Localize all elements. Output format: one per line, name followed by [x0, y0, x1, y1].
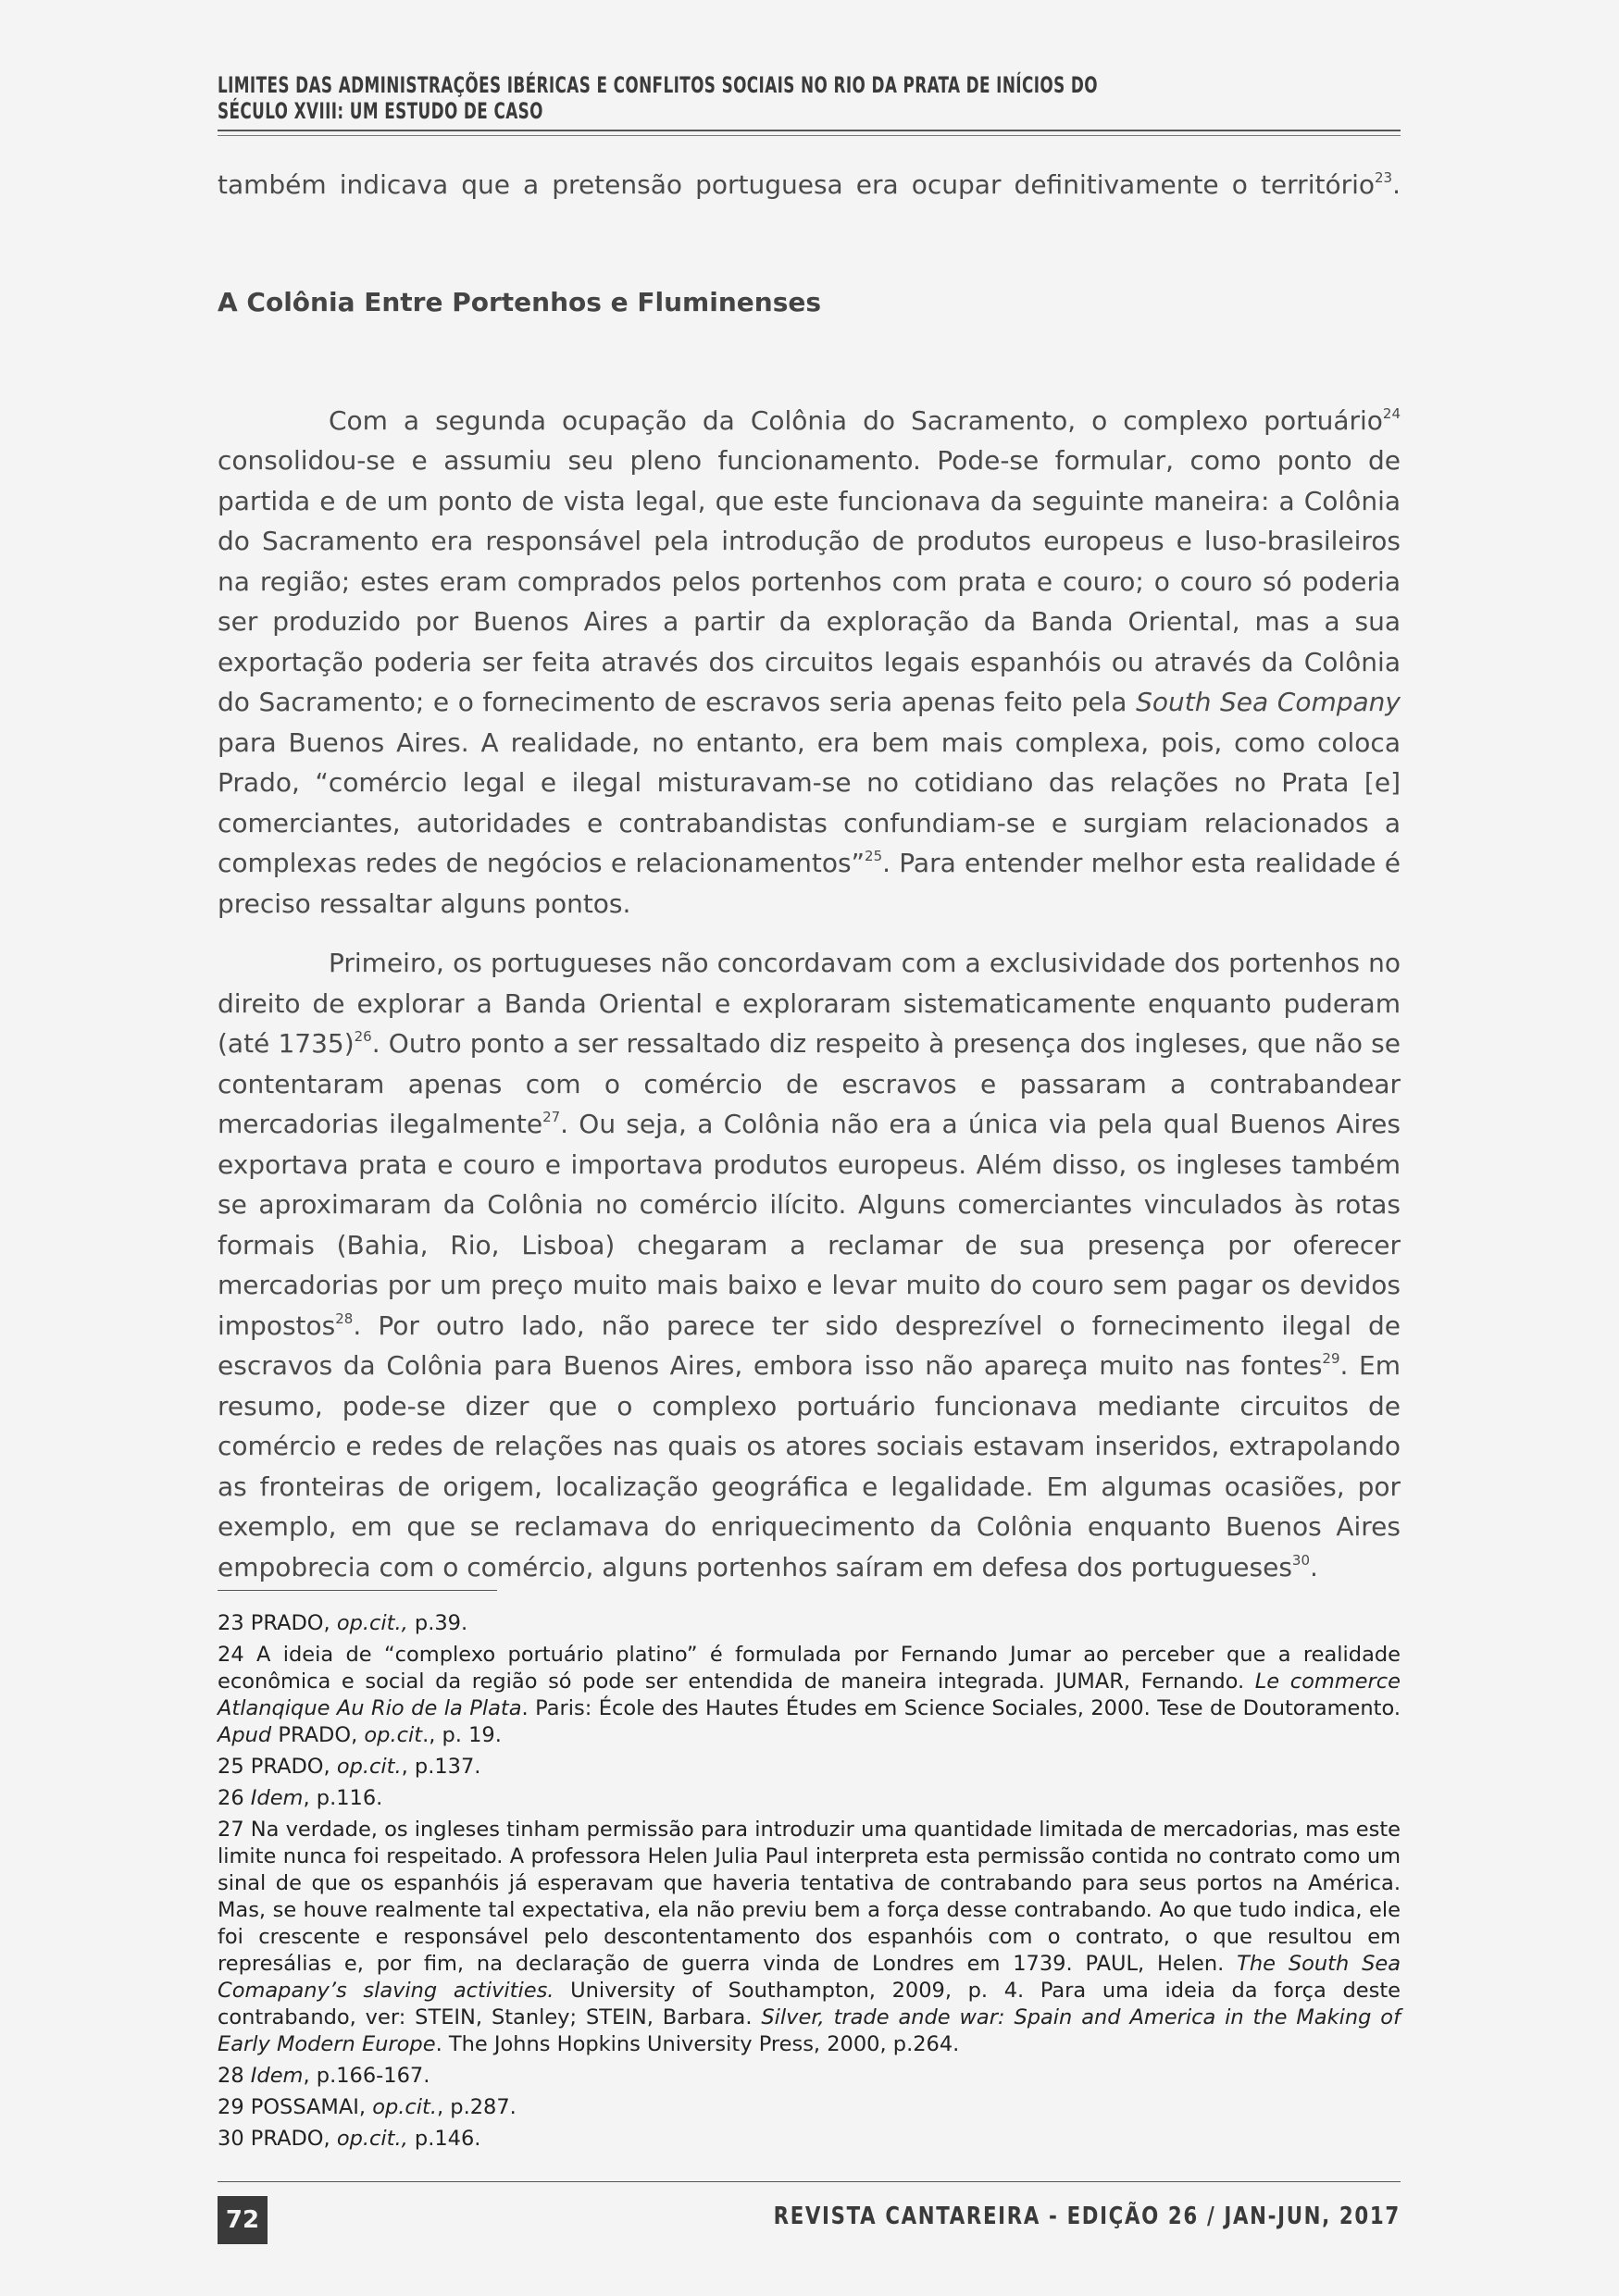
- footnote-ref-27[interactable]: 27: [542, 1109, 561, 1125]
- footnote-24: 24 A ideia de “complexo portuário platino” é formulada por Fernando Jumar ao perceber que a realidade econômica e social da região só pode ser entendida de maneira integrada. JUMAR, Fernando. Le commerce Atlanqique Au Rio de la Plata. Paris: École des Hautes Études em Science Sociales, 2000. Tese de Doutoramento. Apud PRADO, op.cit., p. 19.: [218, 1643, 1401, 1747]
- footnote-ref-24[interactable]: 24: [1382, 404, 1401, 422]
- main-text: [218, 165, 1401, 1587]
- body-paragraph-2: Primeiro, os portugueses não concordavam com a exclusividade dos portenhos no direito de explorar a Banda Oriental e exploraram sistematicamente enquanto puderam (até 1735)$^{26}$. Outro ponto a ser ressaltado diz respeito à presença dos ingleses, que não se contentaram apenas com o comércio de escravos e passaram a contrabandear mercadorias ilegalmente$^{27}$. Ou seja, a Colônia não era a única via pela qual Buenos Aires exportava prata e couro e importava produtos europeus. Além disso, os ingleses também se aproximaram da Colônia no comércio ilícito. Alguns comerciantes vinculados às rotas formais (Bahia, Rio, Lisboa) chegaram a reclamar de sua presença por oferecer mercadorias por um preço muito mais baixo e levar muito do couro sem pagar os devidos impostos$^{28}$. Por outro lado, não parece ter sido desprezível o fornecimento ilegal de escravos da Colônia para Buenos Aires, embora isso não apareça muito nas fontes$^{29}$. Em resumo, pode-se dizer que o complexo portuário funcionava mediante circuitos de comércio e redes de relações nas quais os atores sociais estavam inseridos, extrapolando as fronteiras de origem, localização geográfica e legalidade. Em algumas ocasiões, por exemplo, em que se reclamava do enriquecimento da Colônia enquanto Buenos Aires empobrecia com o comércio, alguns portenhos saíram em defesa dos portugueses$^{30}$.: [218, 948, 1401, 1582]
- running-header-line-2: SÉCULO XVIII: UM ESTUDO DE CASO: [218, 98, 543, 124]
- footnote-ref-29[interactable]: 29: [1322, 1350, 1340, 1367]
- footnote-26: 26 Idem, p.116.: [218, 1786, 383, 1810]
- intro-paragraph: também indicava que a pretensão portuguesa era ocupar definitivamente o território$^{23}$.: [218, 169, 1401, 200]
- footnote-ref-30[interactable]: 30: [1291, 1551, 1310, 1569]
- footnote-ref-28[interactable]: 28: [335, 1309, 354, 1327]
- running-header: [218, 72, 1401, 124]
- header-rule: [218, 130, 1401, 131]
- page-number: 72: [218, 2196, 268, 2244]
- footnote-ref-23[interactable]: 23: [1375, 169, 1393, 186]
- footnote-28: 28 Idem, p.166-167.: [218, 2064, 430, 2088]
- footnote-25: 25 PRADO, op.cit., p.137.: [218, 1755, 481, 1779]
- footnote-27: 27 Na verdade, os ingleses tinham permissão para introduzir uma quantidade limitada de mercadorias, mas este limite nunca foi respeitado. A professora Helen Julia Paul interpreta esta permissão contida no contrato como um sinal de que os espanhóis já esperavam que haveria tentativa de contrabando para seus portos na América. Mas, se houve realmente tal expectativa, ela não previu bem a força desse contrabando. Ao que tudo indica, ele foi crescente e responsável pelo descontentamento dos espanhóis com o contrato, o que resultou em represálias e, por fim, na declaração de guerra vinda de Londres em 1739. PAUL, Helen. The South Sea Comapany’s slaving activities. University of Southampton, 2009, p. 4. Para uma ideia da força deste contrabando, ver: STEIN, Stanley; STEIN, Barbara. Silver, trade ande war: Spain and America in the Making of Early Modern Europe. The Johns Hopkins University Press, 2000, p.264.: [218, 1818, 1401, 2056]
- footer-rule: [218, 2181, 1401, 2182]
- journal-footer: REVISTA CANTAREIRA - EDIÇÃO 26 / JAN-JUN, 2017: [773, 2203, 1401, 2230]
- header-rule-thin: [218, 135, 1401, 136]
- body-paragraph-1: Com a segunda ocupação da Colônia do Sacramento, o complexo portuário$^{24}$ consolidou-se e assumiu seu pleno funcionamento. Pode-se formular, como ponto de partida e de um ponto de vista legal, que este funcionava da seguinte maneira: a Colônia do Sacramento era responsável pela introdução de produtos europeus e luso-brasileiros na região; estes eram comprados pelos portenhos com prata e couro; o couro só poderia ser produzido por Buenos Aires a partir da exploração da Banda Oriental, mas a sua exportação poderia ser feita através dos circuitos legais espanhóis ou através da Colônia do Sacramento; e o fornecimento de escravos seria apenas feito pela South Sea Company para Buenos Aires. A realidade, no entanto, era bem mais complexa, pois, como coloca Prado, “comércio legal e ilegal misturavam-se no cotidiano das relações no Prata [e] comerciantes, autoridades e contrabandistas confundiam-se e surgiam relacionados a complexas redes de negócios e relacionamentos”$^{25}$. Para entender melhor esta realidade é preciso ressaltar alguns pontos.: [218, 404, 1401, 919]
- footnote-23: 23 PRADO, op.cit., p.39.: [218, 1611, 468, 1635]
- footnote-29: 29 POSSAMAI, op.cit., p.287.: [218, 2095, 517, 2119]
- running-header-line-1: LIMITES DAS ADMINISTRAÇÕES IBÉRICAS E CONFLITOS SOCIAIS NO RIO DA PRATA DE INÍCIOS DO: [218, 72, 1098, 98]
- footnote-30: 30 PRADO, op.cit., p.146.: [218, 2127, 481, 2151]
- footnote-ref-26[interactable]: 26: [354, 1028, 372, 1045]
- footnotes: [218, 1610, 1401, 2157]
- footnote-separator: [218, 1590, 497, 1591]
- footnote-ref-25[interactable]: 25: [865, 848, 883, 864]
- section-heading: A Colônia Entre Portenhos e Fluminenses: [218, 286, 822, 317]
- italic-term: South Sea Company: [1136, 687, 1401, 717]
